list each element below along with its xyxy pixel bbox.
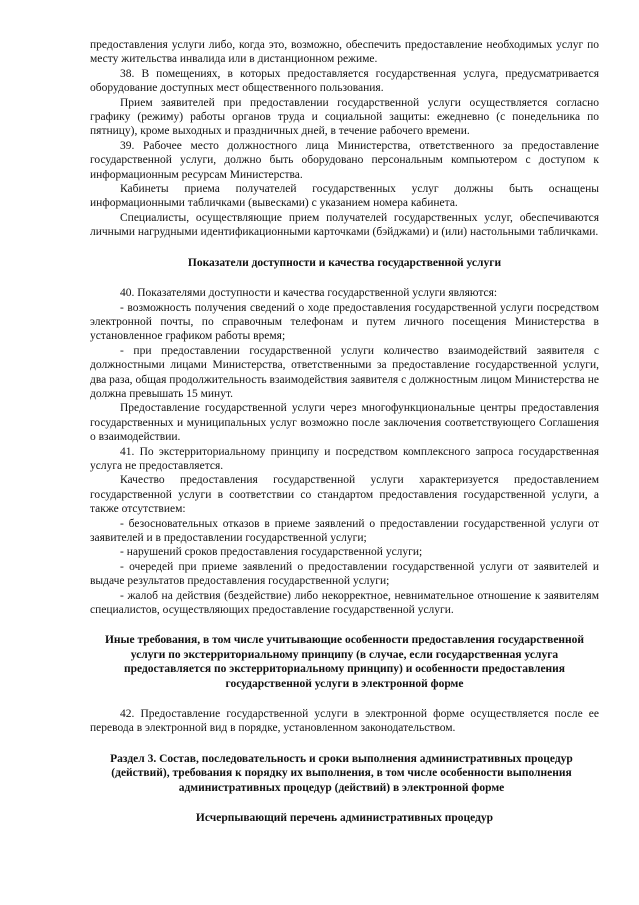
paragraph-42: 42. Предоставление государственной услуги в электронной форме осуществляется после ее перевода в электронной вид в порядке, установленном законодательством. bbox=[90, 708, 599, 735]
list-item: - возможность получения сведений о ходе предоставления государственной услуги посредством электронной почты, по справочным телефонам и путем личного посещения Министерства в установленное графиком работы время; bbox=[90, 301, 599, 343]
list-item: - при предоставлении государственной услуги количество взаимодействий заявителя с должностными лицами Министерства, ответственными за предоставление государственной услуги, два раза, общая продолжительность взаимодействия заявителя с должностным лицом Министерства не должна превышать 15 минут. bbox=[90, 344, 599, 400]
section-3-heading: Раздел 3. Состав, последовательность и сроки выполнения административных процедур (действий), требования к порядку их выполнения, в том числе особенности выполнения административных процедур (действий) в электронной форме bbox=[110, 752, 573, 794]
paragraph-40: 40. Показателями доступности и качества государственной услуги являются: bbox=[120, 287, 498, 300]
list-item: - жалоб на действия (бездействие) либо некорректное, невнимательное отношение к заявителям специалистов, осуществляющих предоставление государственной услуги. bbox=[90, 589, 599, 617]
list-item: - безосновательных отказов в приеме заявлений о предоставлении государственной услуги от заявителей и в предоставлении государственной услуги; bbox=[90, 517, 599, 544]
section-heading: Показатели доступности и качества государственной услуги bbox=[187, 256, 502, 269]
paragraph-38: 38. В помещениях, в которых предоставляется государственная услуга, предусматривается оборудование доступных мест общественного пользования. bbox=[90, 67, 599, 95]
paragraph: Кабинеты приема получателей государственных услуг должны быть оснащены информационными табличками (вывесками) с указанием номера кабинета. bbox=[90, 183, 599, 210]
list-item: - нарушений сроков предоставления государственной услуги; bbox=[120, 546, 423, 559]
paragraph-41: 41. По экстерриториальному принципу и посредством комплексного запроса государственная услуга не предоставляется. bbox=[90, 445, 599, 472]
section-heading: Иные требования, в том числе учитывающие особенности предоставления государственной услуги по экстерриториальному принципу (в случае, если государственная услуга предоставляется по экстерриториальному принципу) и особенности предоставления государственной услуги в электронной форме bbox=[104, 634, 585, 690]
subsection-heading: Исчерпывающий перечень административных процедур bbox=[195, 812, 494, 825]
paragraph: предоставления услуги либо, когда это, возможно, обеспечить предоставление необходимых услуг по месту жительства инвалида или в дистанционном режиме. bbox=[90, 39, 599, 66]
paragraph: Прием заявителей при предоставлении государственной услуги осуществляется согласно графику (режиму) работы органов труда и социальной защиты: ежедневно (с понедельника по пятницу), кроме выходных и праздничных дней, в течение рабочего времени. bbox=[90, 96, 599, 138]
paragraph: Предоставление государственной услуги через многофункциональные центры предоставления государственных и муниципальных услуг возможно после заключения соответствующего Соглашения о взаимодействии. bbox=[90, 402, 599, 444]
paragraph: Качество предоставления государственной услуги характеризуется предоставлением государственной услуги в соответствии со стандартом предоставления государственной услуги, а также отсутствием: bbox=[90, 474, 599, 516]
paragraph: Специалисты, осуществляющие прием получателей государственных услуг, обеспечиваются личными нагрудными идентификационными карточками (бэйджами) и (или) настольными табличками. bbox=[90, 211, 599, 239]
list-item: - очередей при приеме заявлений о предоставлении государственной услуги от заявителей и выдаче результатов предоставления государственной услуги; bbox=[90, 560, 599, 588]
paragraph-39: 39. Рабочее место должностного лица Министерства, ответственного за предоставление государственной услуги, должно быть оборудовано персональным компьютером с доступом к информационным ресурсам Министерства. bbox=[90, 139, 599, 181]
